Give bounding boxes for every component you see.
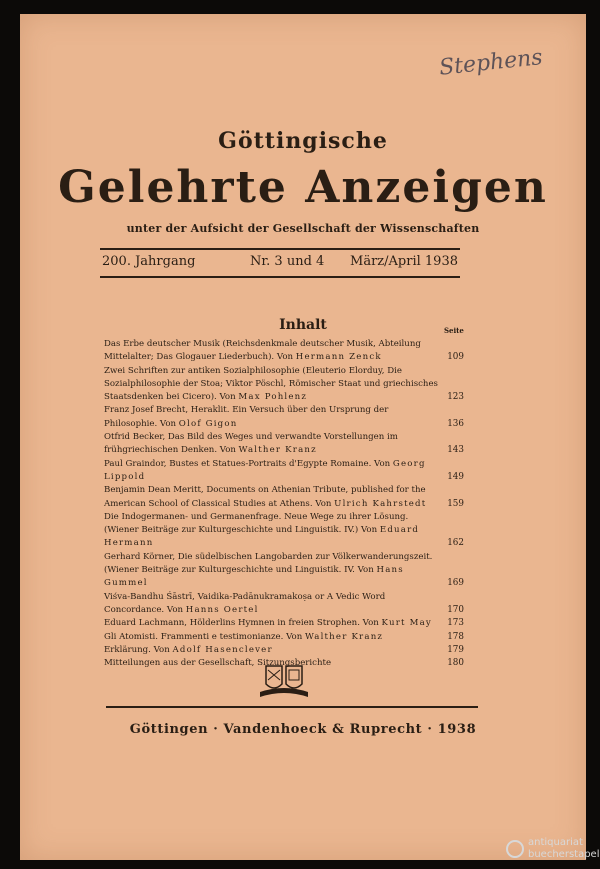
journal-title: Gelehrte Anzeigen [58, 162, 548, 213]
contents-entry-page: 136 [447, 418, 464, 429]
contents-heading: Inhalt [279, 317, 327, 333]
contents-entry-page: 169 [447, 578, 464, 589]
contents-entry-page: 179 [447, 644, 464, 655]
issue-volume: 200. Jahrgang [102, 254, 196, 269]
contents-entry-page: 143 [447, 445, 464, 456]
imprint-line: Göttingen · Vandenhoeck & Ruprecht · 1938 [129, 722, 477, 737]
contents-entry [104, 617, 464, 630]
contents-entry-author: Olof Gigon [178, 418, 238, 429]
contents-entry-author: Eduard Hermann [104, 525, 420, 549]
contents-entry-page: 180 [447, 658, 464, 669]
contents-entry-author: Hans Gummel [104, 565, 404, 589]
contents-entry-text: Gli Atomisti. Frammenti e testimonianze. Von [104, 631, 303, 642]
contents-entry-text: Das Erbe deutscher Musik (Reichsdenkmale deutscher Musik, Abteilung Mittelalter; Das Glogauer Liederbuch). Von [104, 339, 421, 363]
journal-subtitle: unter der Aufsicht der Gesellschaft der Wissenschaften [126, 222, 480, 235]
contents-entry-page: 170 [447, 604, 464, 615]
watermark-logo-icon [506, 840, 524, 858]
contents-entry-text: Erklärung. Von [104, 644, 170, 655]
contents-entry-author: Hanns Oertel [185, 604, 259, 615]
contents-entry [104, 338, 464, 365]
handwritten-signature: Stephens [438, 45, 544, 81]
issue-date: März/April 1938 [350, 254, 458, 269]
watermark-line-2: buecherstapel [528, 849, 600, 860]
contents-entry-text: Mitteilungen aus der Gesellschaft, Sitzungsberichte [104, 658, 332, 669]
contents-entry-page: 109 [447, 352, 464, 363]
contents-page-label: Seite [444, 326, 464, 335]
contents-entry-author: Georg Lippold [104, 458, 426, 482]
contents-entry-page: 162 [447, 538, 464, 549]
contents-entry-text: Die Indogermanen- und Germanenfrage. Neue Wege zu ihrer Lösung. (Wiener Beiträge zur Kulturgeschichte und Linguistik. IV.) Von [104, 511, 409, 536]
contents-entry-page: 149 [447, 471, 464, 482]
contents-entry-text: Zwei Schriften zur antiken Sozialphilosophie (Eleuterio Elorduy, Die Sozialphilosophie der Stoa; Viktor Pöschl, Römischer Staat und griechisches Staatsdenken bei Cicero). Von [104, 365, 438, 403]
table-of-contents [104, 338, 464, 670]
contents-entry-author: Kurt May [381, 618, 432, 629]
contents-entry-author: Adolf Hasenclever [172, 644, 273, 655]
publisher-emblem-icon [256, 662, 312, 700]
contents-entry [104, 431, 464, 458]
contents-entry-text: Benjamin Dean Meritt, Documents on Athenian Tribute, published for the American School of Classical Studies at Athens. Von [104, 485, 426, 509]
contents-entry [104, 631, 464, 644]
contents-entry-author: Max Pohlenz [238, 392, 308, 403]
contents-entry [104, 484, 464, 511]
contents-entry-author: Walther Kranz [238, 445, 317, 456]
contents-entry-author: Walther Kranz [304, 631, 384, 642]
contents-entry [104, 511, 464, 551]
contents-entry-text: Viśva-Bandhu Śāstrī, Vaidika-Padānukramakoṣa or A Vedic Word Concordance. Von [104, 591, 386, 615]
contents-entry-text: Otfrid Becker, Das Bild des Weges und verwandte Vorstellungen im frühgriechischen Denken. Von [104, 432, 398, 456]
contents-entry-text: Eduard Lachmann, Hölderlins Hymnen in freien Strophen. Von [104, 618, 379, 629]
contents-entry-author: Ulrich Kahrstedt [334, 498, 427, 509]
contents-entry-page: 159 [447, 498, 464, 509]
issue-number: Nr. 3 und 4 [250, 254, 325, 269]
contents-entry-page: 173 [447, 618, 464, 629]
antiquariat-watermark [504, 837, 600, 865]
contents-entry-page: 178 [447, 631, 464, 642]
footer-rule [106, 706, 478, 708]
journal-cover [20, 14, 586, 860]
contents-entry-page: 123 [447, 392, 464, 403]
issue-rule-bottom [100, 276, 460, 278]
contents-entry [104, 644, 464, 657]
issue-info-line [102, 254, 458, 274]
issue-rule-top [100, 248, 460, 250]
contents-entry-text: Franz Josef Brecht, Heraklit. Ein Versuch über den Ursprung der Philosophie. Von [104, 405, 389, 429]
contents-entry [104, 591, 464, 618]
watermark-line-1: antiquariat [528, 837, 583, 848]
contents-entry [104, 458, 464, 485]
contents-entry-text: Paul Graindor, Bustes et Statues-Portraits d'Egypte Romaine. Von [104, 458, 391, 469]
contents-entry-text: Gerhard Körner, Die südelbischen Langobarden zur Völkerwanderungszeit. (Wiener Beiträge zur Kulturgeschichte und Linguistik. IV. Von [104, 551, 433, 576]
contents-entry [104, 551, 464, 591]
masthead-publisher-line: Göttingische [218, 128, 388, 154]
contents-entry-author: Hermann Zenck [295, 352, 382, 363]
contents-entry [104, 365, 464, 405]
contents-entry [104, 404, 464, 431]
